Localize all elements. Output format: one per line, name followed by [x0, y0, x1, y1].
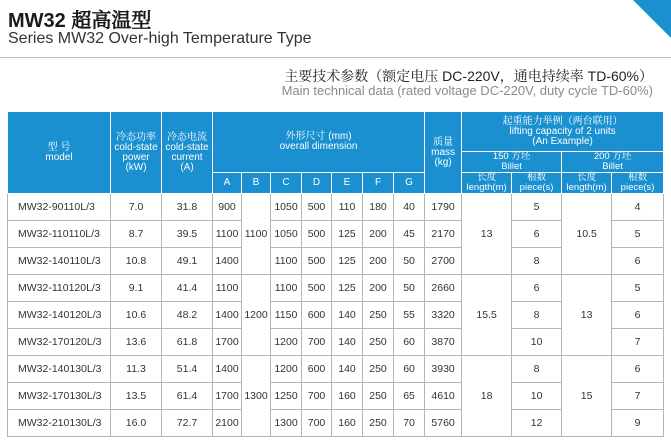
cell-power: 9.1 — [111, 275, 162, 302]
cell-e: 140 — [332, 356, 363, 383]
cell-b: 1100 — [242, 194, 271, 275]
cell-d: 500 — [302, 221, 332, 248]
cell-d: 600 — [302, 356, 332, 383]
cell-c: 1200 — [271, 356, 302, 383]
cell-mass: 5760 — [425, 410, 462, 437]
cell-power: 7.0 — [111, 194, 162, 221]
col-dim-a: A — [213, 173, 242, 194]
page-title-en: Series MW32 Over-high Temperature Type — [8, 30, 312, 47]
cell-f: 200 — [363, 275, 394, 302]
cell-f: 180 — [363, 194, 394, 221]
cell-p150: 8 — [512, 248, 562, 275]
cell-g: 45 — [394, 221, 425, 248]
cell-f: 250 — [363, 356, 394, 383]
cell-power: 16.0 — [111, 410, 162, 437]
cell-p150: 10 — [512, 383, 562, 410]
cell-g: 70 — [394, 410, 425, 437]
col-mass-en: mass — [431, 146, 456, 158]
page-title-cn: MW32 超高温型 — [8, 10, 152, 32]
cell-c: 1050 — [271, 221, 302, 248]
col-dimension-en: overall dimension — [279, 141, 358, 152]
col-lifting-example: (An Example) — [532, 135, 593, 147]
cell-current: 61.8 — [162, 329, 213, 356]
cell-current: 72.7 — [162, 410, 213, 437]
length-150-en: length(m) — [466, 182, 507, 193]
cell-p200: 4 — [612, 194, 664, 221]
col-dim-f: F — [363, 173, 394, 194]
cell-e: 160 — [332, 383, 363, 410]
col-dimension — [213, 112, 425, 173]
cell-d: 700 — [302, 410, 332, 437]
cell-mass: 3870 — [425, 329, 462, 356]
cell-p200: 7 — [612, 329, 664, 356]
cell-p200: 9 — [612, 410, 664, 437]
table-row — [8, 194, 664, 221]
col-mass-cn: 质量 — [433, 136, 454, 148]
length-200-cn: 长度 — [577, 172, 597, 183]
table-row — [8, 275, 664, 302]
col-power — [111, 112, 162, 194]
cell-a: 1400 — [213, 302, 242, 329]
cell-p150: 6 — [512, 275, 562, 302]
col-lifting-en: lifting capacity of 2 units — [509, 125, 616, 137]
cell-f: 200 — [363, 248, 394, 275]
cell-g: 50 — [394, 275, 425, 302]
cell-p150: 10 — [512, 329, 562, 356]
cell-power: 11.3 — [111, 356, 162, 383]
tech-data-heading-cn: 主要技术参数（额定电压 DC-220V，通电持续率 TD-60%） — [284, 68, 653, 84]
corner-accent-icon — [627, 0, 671, 44]
col-pieces-150 — [512, 173, 562, 194]
cell-g: 65 — [394, 383, 425, 410]
pieces-150-cn: 根数 — [527, 172, 547, 183]
cell-f: 250 — [363, 329, 394, 356]
specs-table-body — [8, 194, 664, 437]
cell-p200: 6 — [612, 248, 664, 275]
cell-g: 60 — [394, 329, 425, 356]
billet-200-cn: 200 方坯 — [593, 151, 632, 162]
cell-p200: 5 — [612, 221, 664, 248]
col-mass — [425, 112, 462, 194]
cell-d: 500 — [302, 275, 332, 302]
cell-p200: 6 — [612, 302, 664, 329]
cell-e: 110 — [332, 194, 363, 221]
cell-a: 1100 — [213, 221, 242, 248]
col-billet-150 — [462, 152, 562, 173]
cell-mass: 2660 — [425, 275, 462, 302]
cell-e: 160 — [332, 410, 363, 437]
cell-current: 31.8 — [162, 194, 213, 221]
cell-a: 1700 — [213, 383, 242, 410]
cell-c: 1300 — [271, 410, 302, 437]
col-billet-200 — [562, 152, 664, 173]
cell-len150: 18 — [462, 356, 512, 437]
col-dim-g: G — [394, 173, 425, 194]
cell-p150: 8 — [512, 356, 562, 383]
title-divider — [0, 57, 671, 58]
cell-p150: 6 — [512, 221, 562, 248]
cell-f: 250 — [363, 302, 394, 329]
col-power-unit: (kW) — [125, 161, 147, 173]
cell-p200: 5 — [612, 275, 664, 302]
cell-f: 250 — [363, 410, 394, 437]
cell-e: 140 — [332, 302, 363, 329]
col-pieces-200 — [612, 173, 664, 194]
cell-c: 1100 — [271, 248, 302, 275]
cell-model: MW32-90110L/3 — [8, 194, 111, 221]
col-dim-d: D — [302, 173, 332, 194]
col-current — [162, 112, 213, 194]
col-power-en1: cold-state — [114, 141, 158, 153]
billet-150-cn: 150 方坯 — [492, 151, 531, 162]
tech-data-heading-en: Main technical data (rated voltage DC-220V, duty cycle TD-60%) — [281, 83, 653, 98]
col-power-en2: power — [122, 151, 150, 163]
col-dimension-cn: 外形尺寸 (mm) — [285, 131, 352, 142]
cell-current: 61.4 — [162, 383, 213, 410]
cell-f: 250 — [363, 383, 394, 410]
cell-mass: 3320 — [425, 302, 462, 329]
cell-c: 1200 — [271, 329, 302, 356]
col-dim-c: C — [271, 173, 302, 194]
cell-d: 600 — [302, 302, 332, 329]
cell-current: 51.4 — [162, 356, 213, 383]
cell-c: 1150 — [271, 302, 302, 329]
col-dim-e: E — [332, 173, 363, 194]
col-current-unit: (A) — [180, 161, 194, 173]
cell-a: 1700 — [213, 329, 242, 356]
cell-mass: 1790 — [425, 194, 462, 221]
cell-c: 1250 — [271, 383, 302, 410]
cell-f: 200 — [363, 221, 394, 248]
col-current-en1: cold-state — [165, 141, 209, 153]
billet-200-en: Billet — [602, 161, 623, 172]
cell-power: 10.8 — [111, 248, 162, 275]
col-length-200 — [562, 173, 612, 194]
cell-p150: 12 — [512, 410, 562, 437]
col-power-cn: 冷态功率 — [116, 131, 156, 143]
pieces-200-cn: 根数 — [628, 172, 648, 183]
cell-current: 39.5 — [162, 221, 213, 248]
cell-a: 1400 — [213, 248, 242, 275]
cell-current: 41.4 — [162, 275, 213, 302]
cell-model: MW32-140110L/3 — [8, 248, 111, 275]
cell-len150: 15.5 — [462, 275, 512, 356]
cell-g: 50 — [394, 248, 425, 275]
cell-b: 1300 — [242, 356, 271, 437]
col-model-en: model — [45, 151, 73, 163]
length-200-en: length(m) — [566, 182, 607, 193]
cell-c: 1100 — [271, 275, 302, 302]
col-current-en2: current — [171, 151, 203, 163]
cell-e: 140 — [332, 329, 363, 356]
cell-model: MW32-170120L/3 — [8, 329, 111, 356]
specs-table — [7, 111, 664, 437]
col-length-150 — [462, 173, 512, 194]
pieces-150-en: piece(s) — [519, 182, 554, 193]
col-mass-unit: (kg) — [434, 156, 452, 168]
cell-power: 13.5 — [111, 383, 162, 410]
col-current-cn: 冷态电流 — [167, 131, 207, 143]
cell-power: 8.7 — [111, 221, 162, 248]
cell-e: 125 — [332, 221, 363, 248]
cell-len200: 10.5 — [562, 194, 612, 275]
cell-model: MW32-170130L/3 — [8, 383, 111, 410]
cell-e: 125 — [332, 248, 363, 275]
cell-mass: 4610 — [425, 383, 462, 410]
col-model — [8, 112, 111, 194]
cell-len200: 13 — [562, 275, 612, 356]
cell-p200: 7 — [612, 383, 664, 410]
cell-c: 1050 — [271, 194, 302, 221]
cell-mass: 3930 — [425, 356, 462, 383]
cell-current: 49.1 — [162, 248, 213, 275]
cell-a: 1400 — [213, 356, 242, 383]
cell-d: 500 — [302, 248, 332, 275]
cell-a: 900 — [213, 194, 242, 221]
cell-b: 1200 — [242, 275, 271, 356]
cell-model: MW32-140130L/3 — [8, 356, 111, 383]
cell-g: 60 — [394, 356, 425, 383]
cell-model: MW32-210130L/3 — [8, 410, 111, 437]
cell-current: 48.2 — [162, 302, 213, 329]
length-150-cn: 长度 — [477, 172, 497, 183]
col-dim-b: B — [242, 173, 271, 194]
cell-mass: 2170 — [425, 221, 462, 248]
col-model-cn: 型 号 — [47, 141, 71, 153]
cell-mass: 2700 — [425, 248, 462, 275]
cell-p150: 5 — [512, 194, 562, 221]
cell-d: 700 — [302, 329, 332, 356]
cell-g: 55 — [394, 302, 425, 329]
cell-power: 13.6 — [111, 329, 162, 356]
cell-model: MW32-110110L/3 — [8, 221, 111, 248]
col-lifting — [462, 112, 664, 152]
cell-model: MW32-110120L/3 — [8, 275, 111, 302]
cell-p150: 8 — [512, 302, 562, 329]
cell-d: 500 — [302, 194, 332, 221]
pieces-200-en: piece(s) — [620, 182, 655, 193]
cell-p200: 6 — [612, 356, 664, 383]
col-lifting-cn: 起重能力举例（两台联用） — [502, 115, 623, 127]
cell-model: MW32-140120L/3 — [8, 302, 111, 329]
table-row — [8, 356, 664, 383]
billet-150-en: Billet — [501, 161, 522, 172]
cell-a: 2100 — [213, 410, 242, 437]
cell-power: 10.6 — [111, 302, 162, 329]
cell-a: 1100 — [213, 275, 242, 302]
cell-e: 125 — [332, 275, 363, 302]
cell-len200: 15 — [562, 356, 612, 437]
cell-len150: 13 — [462, 194, 512, 275]
cell-g: 40 — [394, 194, 425, 221]
cell-d: 700 — [302, 383, 332, 410]
